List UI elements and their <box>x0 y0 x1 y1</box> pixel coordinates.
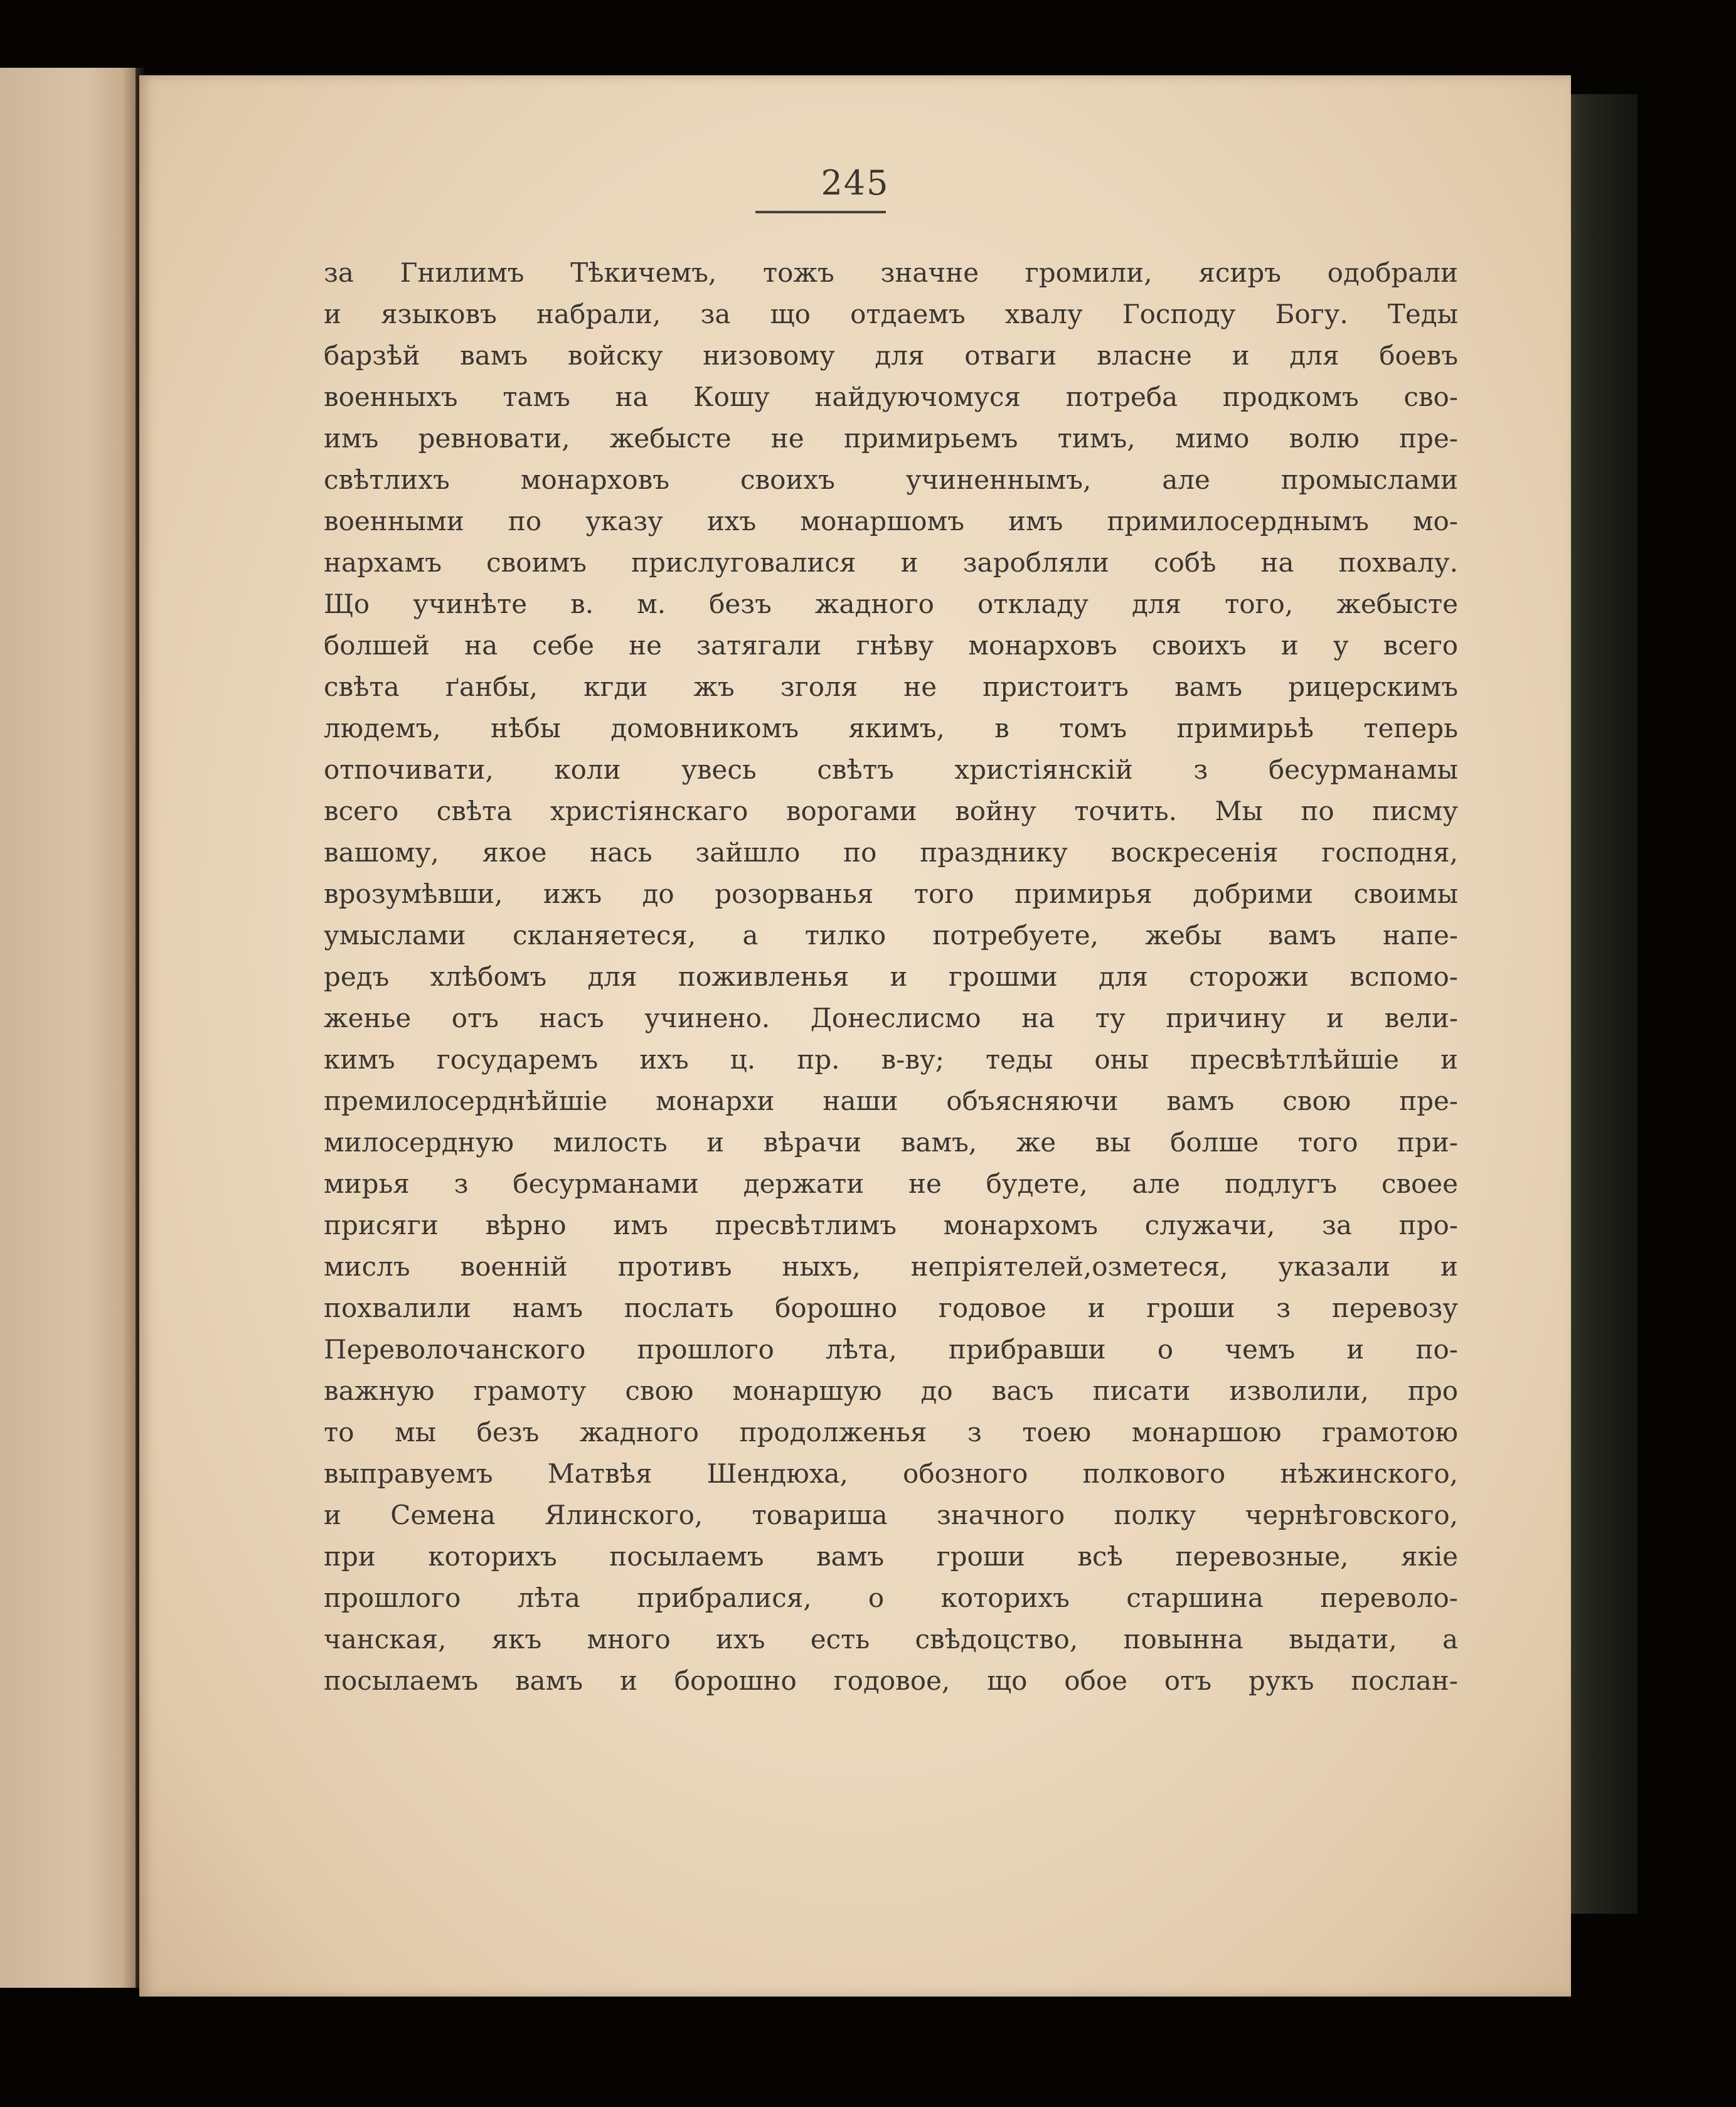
text-line: и Семена Ялинского, товариша значного полку чернѣговского, <box>324 1500 1458 1530</box>
text-line: посылаемъ вамъ и борошно годовое, що обое отъ рукъ послан- <box>324 1665 1458 1696</box>
previous-page-edge <box>0 68 139 1988</box>
text-line: вашому, якое нась зайшло по празднику воскресенія господня, <box>324 837 1458 868</box>
text-line: военными по указу ихъ монаршомъ имъ примилосерднымъ мо- <box>324 506 1458 536</box>
text-line: людемъ, нѣбы домовникомъ якимъ, в томъ примирьѣ теперь <box>324 713 1458 744</box>
text-line: чанская, якъ много ихъ есть свѣдоцство, повынна выдати, а <box>324 1624 1458 1655</box>
text-line: при которихъ посылаемъ вамъ гроши всѣ перевозные, якіе <box>324 1541 1458 1572</box>
text-line: прошлого лѣта прибралися, о которихъ старшина переволо- <box>324 1582 1458 1613</box>
text-line: всего свѣта христіянскаго ворогами войну точить. Мы по писму <box>324 796 1458 826</box>
text-line: нархамъ своимъ прислуговалися и заробляли собѣ на похвалу. <box>324 547 1458 578</box>
text-line: похвалили намъ послать борошно годовое и гроши з перевозу <box>324 1293 1458 1323</box>
text-line: мирья з бесурманами держати не будете, але подлугъ своее <box>324 1168 1458 1199</box>
text-line: женье отъ насъ учинено. Донеслисмо на ту причину и вели- <box>324 1003 1458 1033</box>
text-line: умыслами скланяетеся, а тилко потребуете, жебы вамъ напе- <box>324 920 1458 951</box>
text-line: мислъ военній противъ ныхъ, непріятелей,озметеся, указали и <box>324 1251 1458 1282</box>
text-line: Переволочанского прошлого лѣта, прибравши о чемъ и по- <box>324 1334 1458 1365</box>
book-page <box>139 75 1571 1997</box>
text-line: военныхъ тамъ на Кошу найдуючомуся потреба продкомъ сво- <box>324 381 1458 412</box>
text-line: и языковъ набрали, за що отдаемъ хвалу Господу Богу. Теды <box>324 299 1458 329</box>
text-line: присяги вѣрно имъ пресвѣтлимъ монархомъ служачи, за про- <box>324 1210 1458 1240</box>
text-line: болшей на себе не затягали гнѣву монарховъ своихъ и у всего <box>324 630 1458 661</box>
text-line: имъ ревновати, жебысте не примирьемъ тимъ, мимо волю пре- <box>324 423 1458 454</box>
text-line: Що учинѣте в. м. безъ жадного откладу для того, жебысте <box>324 589 1458 619</box>
text-line: кимъ государемъ ихъ ц. пр. в-ву; теды оны пресвѣтлѣйшіе и <box>324 1044 1458 1075</box>
text-line: милосердную милость и вѣрачи вамъ, же вы болше того при- <box>324 1127 1458 1158</box>
text-line: врозумѣвши, ижъ до розорванья того примирья добрими своимы <box>324 878 1458 909</box>
page-number-rule <box>755 211 886 213</box>
text-line: редъ хлѣбомъ для поживленья и грошми для сторожи вспомо- <box>324 961 1458 992</box>
page-number: 245 <box>821 163 890 203</box>
text-line: свѣтлихъ монарховъ своихъ учиненнымъ, але промыслами <box>324 464 1458 495</box>
text-line: премилосерднѣйшіе монархи наши объясняючи вамъ свою пре- <box>324 1086 1458 1116</box>
text-line: важную грамоту свою монаршую до васъ писати изволили, про <box>324 1375 1458 1406</box>
text-line: то мы безъ жадного продолженья з тоею монаршою грамотою <box>324 1417 1458 1448</box>
text-line: отпочивати, коли увесь свѣтъ христіянскій з бесурманамы <box>324 754 1458 785</box>
text-line: барзѣй вамъ войску низовому для отваги власне и для боевъ <box>324 340 1458 371</box>
text-line: выправуемъ Матвѣя Шендюха, обозного полкового нѣжинского, <box>324 1458 1458 1489</box>
text-line: свѣта ґанбы, кгди жъ зголя не пристоитъ вамъ рицерскимъ <box>324 671 1458 702</box>
text-line: за Гнилимъ Тѣкичемъ, тожъ значне громили, ясиръ одобрали <box>324 257 1458 288</box>
body-text <box>324 252 1458 1702</box>
